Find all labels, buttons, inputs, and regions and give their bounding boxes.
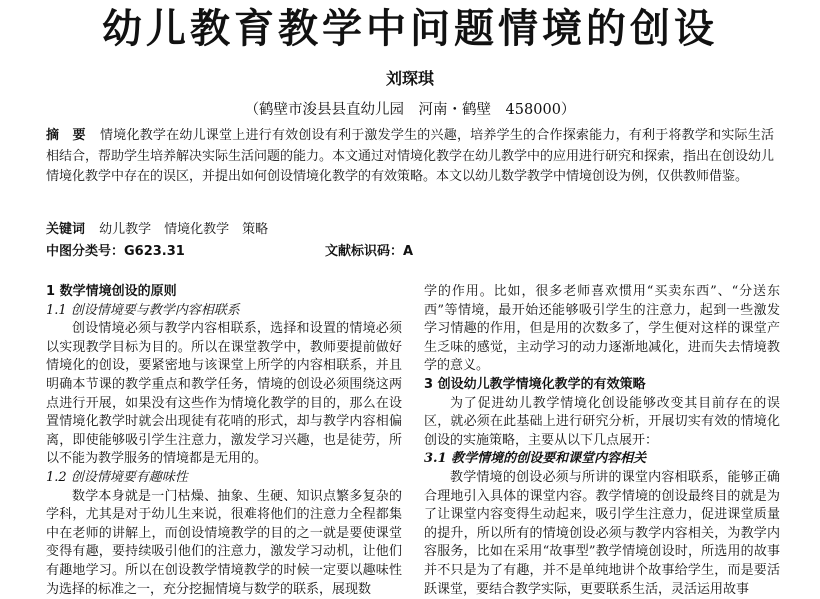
classification-number: 中图分类号：G623.31 [46, 244, 185, 259]
paragraph: 数学本身就是一门枯燥、抽象、生硬、知识点繁多复杂的学科，尤其是对于幼儿生来说，很难将他们的注意力全程都集中在老师的讲解上，而创设情境教学的目的之一就是要使课堂变得有趣，要持续吸引他们的注意力，激发学习动机，让他们有趣地学习。所以在创设教学情境教学的时候一定要以趣味性为选择的标准之一，充分挖掘情境与数学的联系，展现数 [46, 488, 402, 597]
abstract-label: 摘 要 [46, 128, 86, 143]
paragraph: 学的作用。比如，很多老师喜欢惯用“买卖东西”、“分送东西”等情境，最开始还能够吸引学生的注意力，起到一些激发学习情趣的作用，但是用的次数多了，学生便对这样的课堂产生乏味的感觉，主动学习的动力逐渐地减化，进而失去情境教学的意义。 [424, 284, 780, 374]
left-column [46, 283, 402, 599]
paragraph: 教学情境的创设必须与所讲的课堂内容相联系，能够正确合理地引入具体的课堂内容。教学情境的创设最终目的就是为了让课堂内容变得生动起来，吸引学生注意力，促进课堂质量的提升，所以所有的情境创设必须与教学内容相关，为教学内容服务，比如在采用“故事型”教学情境创设时，所选用的故事并不只是为了有趣，并不是单纯地讲个故事给学生，而是要活跃课堂，要结合教学实际，更要联系生活，灵活运用故事 [424, 469, 780, 597]
paragraph: 为了促进幼儿教学情境化创设能够改变其目前存在的误区，就必须在此基础上进行研究分析，开展切实有效的情境化创设的实施策略，主要从以下几点展开： [424, 395, 780, 448]
paragraph: 创设情境必须与教学内容相联系，选择和设置的情境必须以实现教学目标为目的。所以在课堂教学中，教师要提前做好情境化的创设，要紧密地与该课堂上所学的内容相联系，并且明确本节课的教学重点和教学任务，情境的创设必须围绕这两点进行开展，如果没有这些作为情境化教学的目的，那么在设置情境化教学时就会出现徒有花哨的形式，却与教学内容相偏离，即使能够吸引学生注意力，激发学习兴趣，也是徒劳，所以不能为教学服务的情境都是无用的。 [46, 321, 402, 467]
document-code: 文献标识码：A [325, 244, 414, 259]
section-heading: 1 数学情境创设的原则 [46, 284, 177, 299]
keywords-items: 幼儿教学 情境化教学 策略 [99, 222, 269, 237]
author-affiliation: （鹤壁市浚县县直幼儿园 河南・鹤壁 458000） [244, 102, 576, 118]
subsection-heading: 3.1 教学情境的创设要和课堂内容相关 [424, 451, 647, 467]
author-name: 刘琛琪 [385, 69, 434, 88]
keywords [46, 218, 268, 237]
subsection-heading: 1.2 创设情境要有趣味性 [46, 469, 188, 485]
keywords-label: 关键词 [46, 222, 86, 237]
abstract-text: 情境化教学在幼儿课堂上进行有效创设有利于激发学生的兴趣，培养学生的合作探索能力，有利于将教学和实际生活相结合，帮助学生培养解决实际生活问题的能力。本文通过对情境化教学在幼儿教学中的应用进行研究和探索，指出在创设幼儿情境化教学中存在的误区，并提出如何创设情境化教学的有效策略。本文以幼儿数学教学中情境创设为例，仅供教师借鉴。 [46, 128, 775, 184]
section-heading: 3 创设幼儿教学情境化教学的有效策略 [424, 376, 646, 392]
abstract [46, 126, 774, 188]
subsection-heading: 1.1 创设情境要与教学内容相联系 [46, 302, 240, 318]
paper-title: 幼儿教育教学中问题情境的创设 [102, 6, 718, 52]
right-column [424, 283, 780, 599]
